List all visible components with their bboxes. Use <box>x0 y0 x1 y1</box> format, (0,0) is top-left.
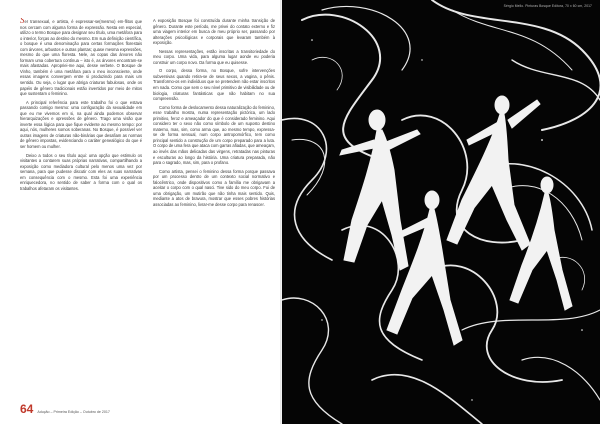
paragraph: Como forma de deslocamento dessa naturalização do feminino, esse trabalho mostra, numa representação pictórica, um lado primitivo, feroz e ameaçador do que é considerado feminino. Aqui considero ter o sexo não como símbolo de um suposto destino materno, mas, sim, como arma que, ao mesmo tempo, expressa-se de forma sensual, num corpo antropomórfico, tem como principal sentido a construção de um corpo preparado para a luta. O corpo de uma fera que ataca com garras afiadas, que ameaçam, ao invés das mãos delicadas das virgens, retratadas nas pinturas e esculturas ao longo da história. Uma criatura preparada, não para o sagrado, mas, sim, para o profano. <box>153 104 275 166</box>
page-footer <box>20 402 110 416</box>
paragraph <box>20 18 142 97</box>
drop-cap: S <box>20 18 25 25</box>
text-column-left <box>20 18 142 308</box>
paragraph: A exposição Bosque foi construída durante minha transição de gênero. Durante este período, me privei do contato externo e fiz uma viagem interior em busca de meu próprio ser, passando por alterações psicológicas e corporais que levaram também à exposição. <box>153 18 275 46</box>
footer-text: Adução – Primeira Edição – Outubro de 2017 <box>37 410 110 414</box>
artwork-panel <box>282 0 600 424</box>
paragraph: Nessas representações, estão inscritas a transitoriedade do meu corpo. Uma vida, para alguma lugar aonde eu poderia construir um corpo novo. Da forma que eu quisesse. <box>153 48 275 65</box>
artwork-credit: Sérgio Mello. Pinturas Bosque Editora, 70 x 60 cm, 2017 <box>503 4 592 8</box>
artwork-illustration <box>282 0 600 424</box>
paragraph-text: er transexual, e artista, é expressar-se(mesmo) em-flitos que nos cercam com alguma forma de expressão. Nesta em especial, utilizo o termo Bosque para designar seu título, uma metáfora para o interior, forças ao destino do mesmo. Em sua definição científica, o bosque é uma denominação para certas formações florestais com árvores, arbustos e outras plantas; quase mesma expressões, mesmo do que uma floresta. Nele, as copas das árvores não formam uma cobertura contínua – isto é, as árvores encontram-se mais afastadas. Apropriei-me aqui, desse verbete. O Bosque de Vinho, também é uma metáfora para o meu inconsciente, onde essas imagens convergem entre si produzindo para mais um sentido. Ou seja, o lugar que abriga criaturas fabulosas, onde os papéis de gênero tradicionais estão invertidos por meio de mitos que sustentam o feminino. <box>20 19 142 97</box>
text-column-middle <box>153 18 275 308</box>
paragraph: O corpo, dessa forma, no Bosque, sofre intervenções subversivas quando retira-se de seus sexos, a vagina, o pênis. Transformo-os em indivíduos que se pretendem não estar inscritos em nada. Como que sem o seu nível primitivo de visibilidade ou de biologia, criaturas fantásticas que não habitam no sua compreensão. <box>153 68 275 102</box>
paragraph: Deixo a todos o seu título aqui: uma opção que estimulo os visitantes a contarem suas próprias narrativas, compartilhando a exposição como mediadora cultural pelo menos uma vez por semana, para que pudesse discutir com eles as suas narrativas em consequência com o mesmo. Esta foi uma experiência enriquecedora, no sentido de saber a forma com o qual os trabalhos afetaram os visitantes. <box>20 152 142 191</box>
paragraph: A principal referência para este trabalho foi o que estava passando comigo mesmo: uma configuração da sexualidade em que eu me vivemos em si, na qual ainda podemos observar hierarquizações e opressões de gênero. Trago uma visão que inverte essa lógica para que fique evidente ao mesmo tempo: por aqui, nós, mulheres somos soberanas. No Bosque, é possível ver outras imagens de criaturas não-binárias que desafiam as normas de gênero impostas, evidenciando o caráter genealógico do que é ser homem ou mulher. <box>20 99 142 150</box>
page-number: 64 <box>20 402 34 416</box>
paragraph: Como artista, pensei o feminino dessa forma porque passava por um processo dentro de um contexto social normativo e falocêntrico, onde dispositivos como a família me obrigavam a aceitar o corpo com o qual nasci. Tive sido do meu corpo. Fui de uma obrigação, um mutirão que não tinha mais sentido. Quis, mediante a atos de bravura, mostrar que esses pobres histórias associadas ao feminino, livrar-me desse corpo para renascer. <box>153 168 275 207</box>
